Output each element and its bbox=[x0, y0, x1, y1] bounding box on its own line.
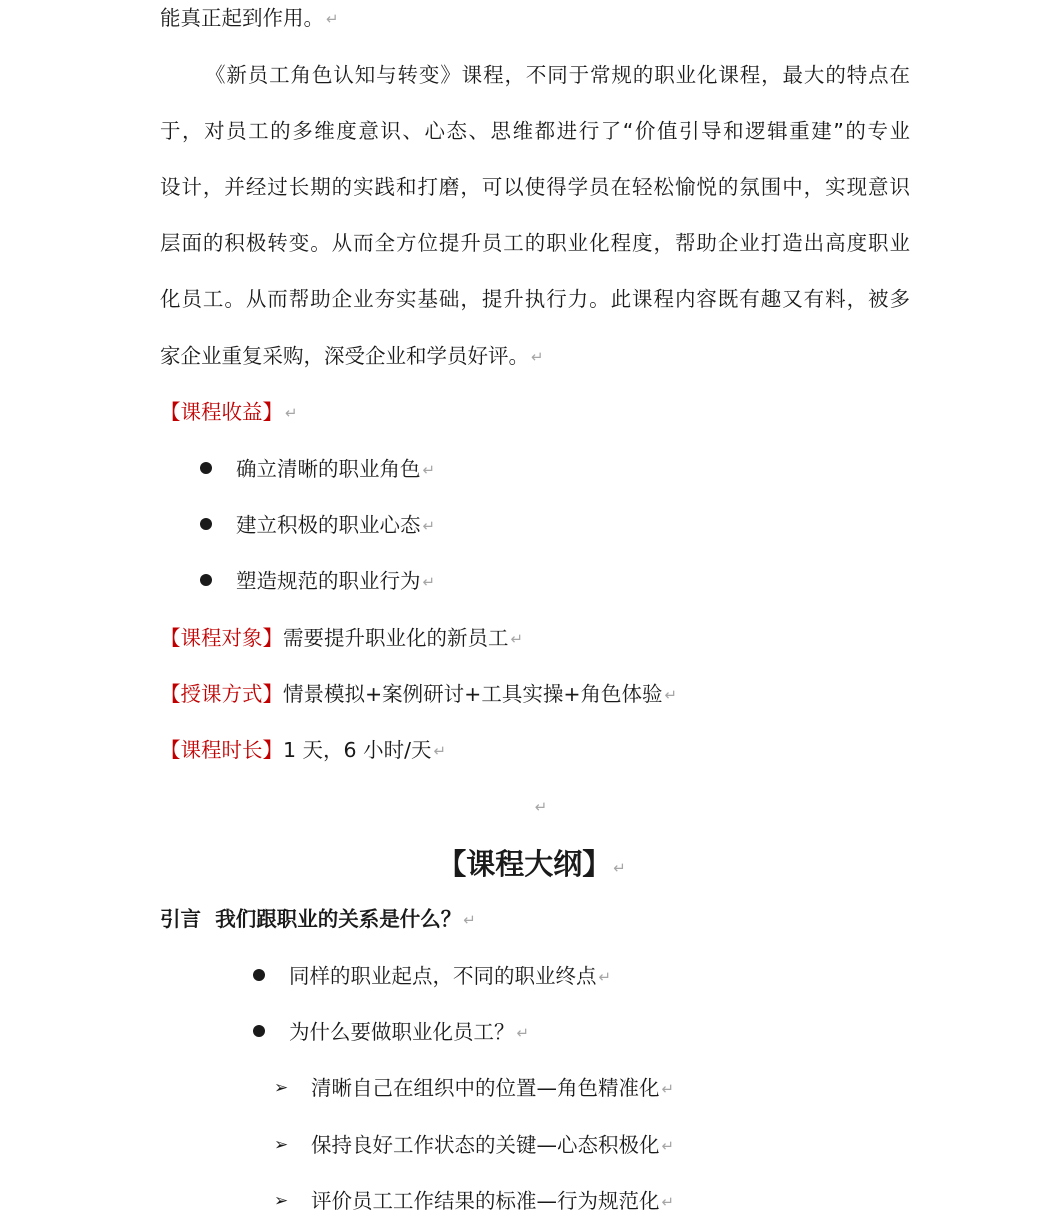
audience-label: 【课程对象】 bbox=[160, 626, 283, 650]
intro-paragraph-last-line bbox=[160, 342, 544, 371]
bullet-icon bbox=[200, 462, 212, 474]
outline-sub-item-text: 保持良好工作状态的关键—心态积极化 bbox=[311, 1133, 660, 1157]
benefit-item-text: 塑造规范的职业行为 bbox=[236, 569, 421, 593]
duration-row bbox=[160, 736, 446, 765]
paragraph-mark-icon: ↵ bbox=[422, 517, 436, 535]
outline-sub-item bbox=[311, 1131, 674, 1160]
method-value: 情景模拟+案例研讨+工具实操+角色体验 bbox=[283, 682, 663, 706]
intro-paragraph-line: 设计，并经过长期的实践和打磨，可以使得学员在轻松愉悦的氛围中，实现意识 bbox=[160, 175, 910, 199]
bullet-icon bbox=[253, 1025, 265, 1037]
outline-intro-heading bbox=[160, 905, 476, 934]
intro-paragraph-line: 《新员工角色认知与转变》课程，不同于常规的职业化课程，最大的特点在 bbox=[205, 63, 910, 87]
body-text: 家企业重复采购，深受企业和学员好评。 bbox=[160, 344, 529, 368]
benefit-item-text: 建立积极的职业心态 bbox=[236, 513, 421, 537]
outline-title: 【课程大纲】 bbox=[437, 847, 612, 881]
outline-bullet-text: 同样的职业起点，不同的职业终点 bbox=[289, 964, 597, 988]
paragraph-mark-icon: ↵ bbox=[516, 1024, 530, 1042]
outline-sub-item-text: 清晰自己在组织中的位置—角色精准化 bbox=[311, 1076, 660, 1100]
method-row bbox=[160, 680, 677, 709]
outline-sub-item bbox=[311, 1187, 674, 1216]
benefit-item bbox=[236, 455, 435, 484]
paragraph-mark-icon: ↵ bbox=[661, 1080, 675, 1098]
outline-bullet-text: 为什么要做职业化员工？ bbox=[289, 1020, 515, 1044]
paragraph-mark-icon: ↵ bbox=[534, 798, 548, 816]
audience-value: 需要提升职业化的新员工 bbox=[283, 626, 509, 650]
paragraph-mark-icon: ↵ bbox=[510, 630, 524, 648]
bullet-icon bbox=[200, 518, 212, 530]
paragraph-mark-icon: ↵ bbox=[661, 1137, 675, 1155]
arrow-bullet-icon: ➢ bbox=[274, 1191, 289, 1211]
paragraph-mark-icon: ↵ bbox=[661, 1193, 675, 1211]
paragraph-mark-icon: ↵ bbox=[422, 573, 436, 591]
paragraph-mark-icon: ↵ bbox=[598, 968, 612, 986]
benefit-item-text: 确立清晰的职业角色 bbox=[236, 457, 421, 481]
outline-sub-item bbox=[311, 1074, 674, 1103]
bullet-icon bbox=[200, 574, 212, 586]
paragraph-mark-icon: ↵ bbox=[463, 911, 476, 929]
arrow-bullet-icon: ➢ bbox=[274, 1078, 289, 1098]
benefit-item bbox=[236, 567, 435, 596]
paragraph-mark-icon: ↵ bbox=[531, 348, 544, 366]
bullet-icon bbox=[253, 969, 265, 981]
benefit-item bbox=[236, 511, 435, 540]
outline-bullet-item bbox=[289, 1018, 529, 1047]
paragraph-mark-icon: ↵ bbox=[285, 404, 298, 422]
outline-title-row bbox=[0, 845, 1063, 887]
intro-paragraph-line: 层面的积极转变。从而全方位提升员工的职业化程度，帮助企业打造出高度职业 bbox=[160, 231, 910, 255]
paragraph-mark-icon: ↵ bbox=[664, 686, 678, 704]
benefits-heading bbox=[160, 398, 298, 427]
paragraph-mark-icon: ↵ bbox=[433, 742, 447, 760]
intro-paragraph-line: 化员工。从而帮助企业夯实基础，提升执行力。此课程内容既有趣又有料，被多 bbox=[160, 287, 910, 311]
intro-paragraph-line: 于，对员工的多维度意识、心态、思维都进行了“价值引导和逻辑重建”的专业 bbox=[160, 119, 910, 143]
benefits-label: 【课程收益】 bbox=[160, 400, 283, 424]
empty-paragraph bbox=[0, 792, 1063, 821]
duration-value: 1 天，6 小时/天 bbox=[283, 738, 432, 762]
method-label: 【授课方式】 bbox=[160, 682, 283, 706]
outline-sub-item-text: 评价员工工作结果的标准—行为规范化 bbox=[311, 1189, 660, 1213]
audience-row bbox=[160, 624, 523, 653]
paragraph-end-line bbox=[160, 4, 339, 33]
paragraph-mark-icon: ↵ bbox=[326, 10, 339, 28]
duration-label: 【课程时长】 bbox=[160, 738, 283, 762]
arrow-bullet-icon: ➢ bbox=[274, 1135, 289, 1155]
intro-heading-text: 引言 我们跟职业的关系是什么？ bbox=[160, 907, 462, 931]
paragraph-mark-icon: ↵ bbox=[613, 859, 626, 877]
outline-bullet-item bbox=[289, 962, 611, 991]
paragraph-mark-icon: ↵ bbox=[422, 461, 436, 479]
body-text: 能真正起到作用。 bbox=[160, 6, 324, 30]
